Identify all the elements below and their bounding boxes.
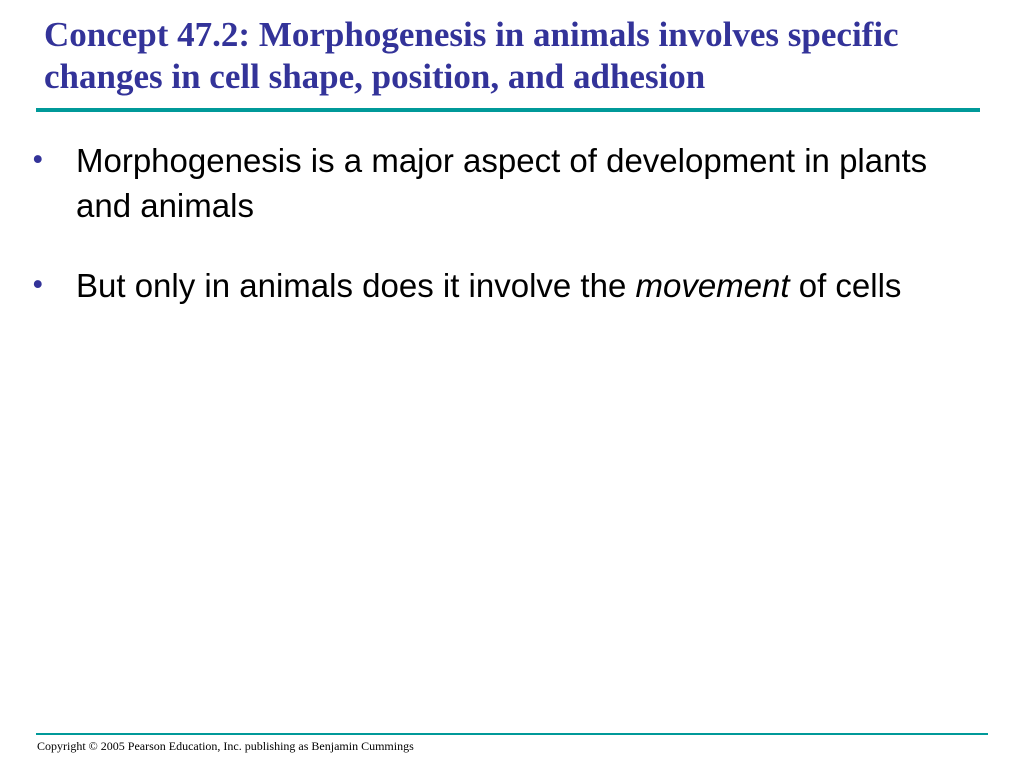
bullet-text-end: of cells (789, 267, 902, 304)
slide-title: Concept 47.2: Morphogenesis in animals involves specific changes in cell shape, position, and adhesion (44, 15, 899, 96)
bullet-text-emphasis: movement (635, 267, 790, 304)
footer-divider (36, 733, 988, 735)
copyright-footer: Copyright © 2005 Pearson Education, Inc. publishing as Benjamin Cummings (37, 739, 414, 753)
bullet-text: Morphogenesis is a major aspect of development in plants and animals (76, 142, 928, 224)
bullet-text-start: But only in animals does it involve the (76, 267, 636, 304)
bullet-icon: • (32, 142, 44, 178)
bullet-item (30, 263, 970, 308)
title-divider (36, 108, 980, 112)
bullet-list (30, 138, 970, 343)
bullet-icon: • (32, 267, 44, 303)
bullet-item (30, 138, 970, 228)
